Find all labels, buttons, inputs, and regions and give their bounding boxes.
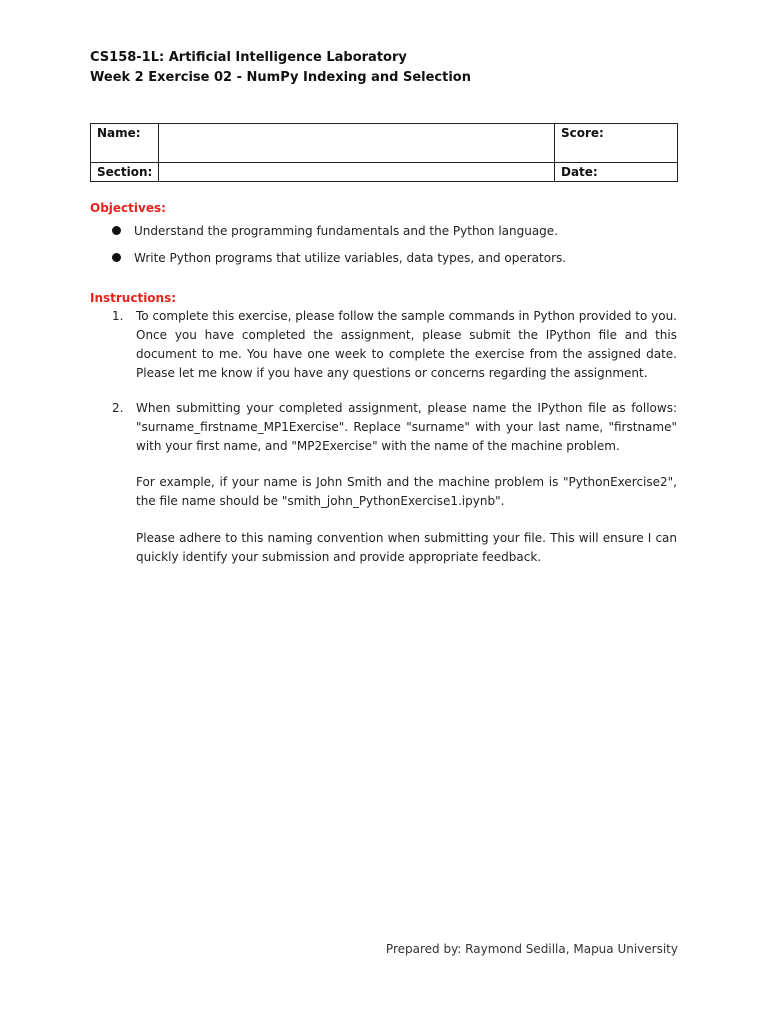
document-title: CS158-1L: Artificial Intelligence Laboratory xyxy=(90,50,407,65)
footer-prepared-by: Prepared by: Raymond Sedilla, Mapua University xyxy=(385,942,678,956)
score-label: Score: xyxy=(561,126,604,140)
bullet-icon xyxy=(112,226,121,235)
date-label: Date: xyxy=(561,165,598,179)
section-field[interactable] xyxy=(159,163,555,182)
objective-item xyxy=(112,224,558,238)
bullet-icon xyxy=(112,253,121,262)
student-info-table xyxy=(90,123,678,182)
objective-text: Write Python programs that utilize variables, data types, and operators. xyxy=(134,251,567,265)
section-label: Section: xyxy=(91,163,159,182)
instruction-number: 1. xyxy=(112,309,124,323)
instructions-heading: Instructions: xyxy=(90,291,177,305)
date-field[interactable] xyxy=(555,163,678,182)
objective-text: Understand the programming fundamentals and the Python language. xyxy=(134,224,558,238)
instruction-number: 2. xyxy=(112,401,124,415)
name-label: Name: xyxy=(91,124,159,163)
objectives-heading: Objectives: xyxy=(90,201,166,215)
instruction-closing: Please adhere to this naming convention when submitting your file. This will ensure I can quickly identify your submission and provide appropriate feedback. xyxy=(136,531,677,564)
instruction-text: When submitting your completed assignment, please name the IPython file as follows: "surname_firstname_MP1Exercise". Replace "surname" with your last name, "firstname" with your first name, and "MP2Exercise" with the name of the machine problem. xyxy=(136,401,677,453)
instruction-example: For example, if your name is John Smith and the machine problem is "PythonExercise2", the file name should be "smith_john_PythonExercise1.ipynb". xyxy=(136,475,677,508)
instruction-text: To complete this exercise, please follow the sample commands in Python provided to you. Once you have completed the assignment, please submit the IPython file and this document to me. You have one week to complete the exercise from the assigned date. Please let me know if you have any questions or concerns regarding the assignment. xyxy=(136,309,677,380)
score-field[interactable] xyxy=(555,124,678,163)
objective-item xyxy=(112,251,566,265)
document-subtitle: Week 2 Exercise 02 - NumPy Indexing and Selection xyxy=(90,70,471,85)
name-field[interactable] xyxy=(159,124,555,163)
